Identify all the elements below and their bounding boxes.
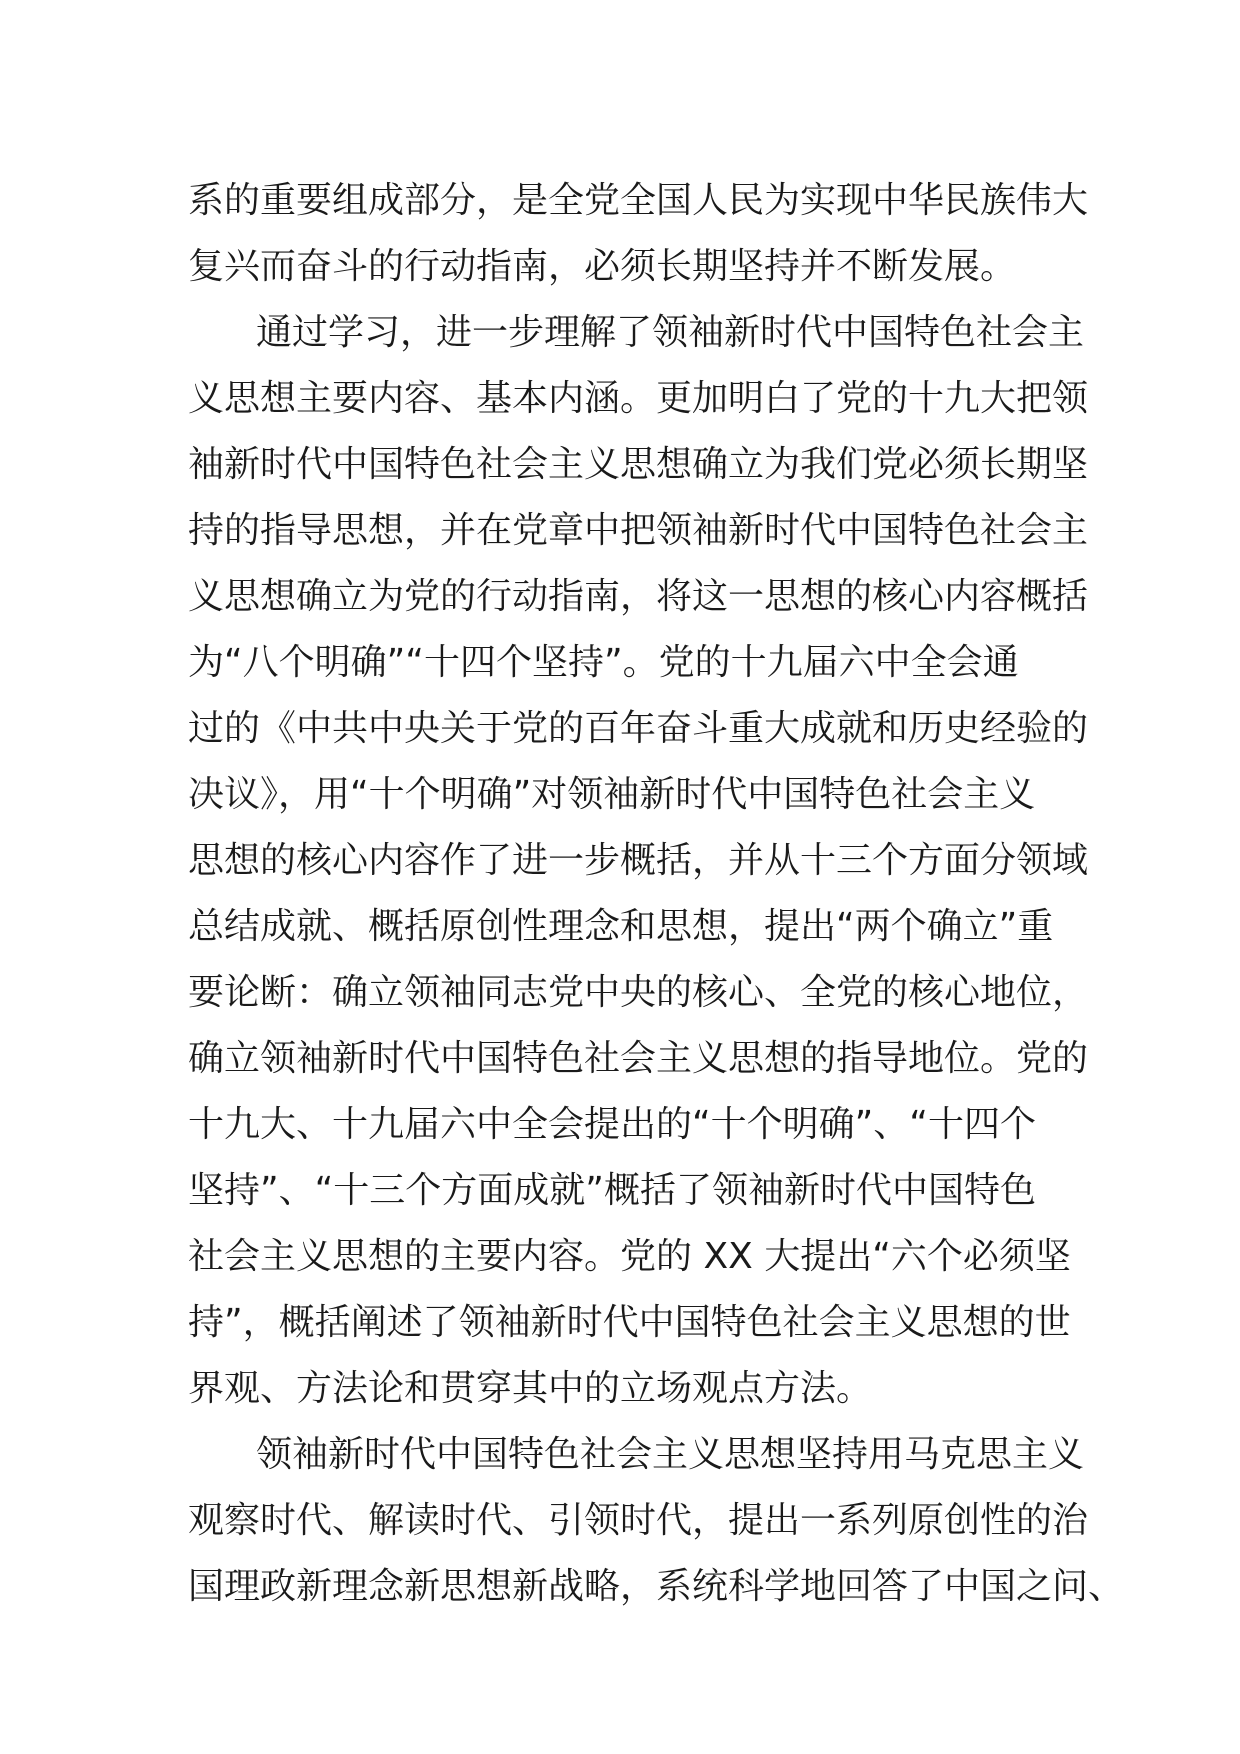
text-line: 持的指导思想，并在党章中把领袖新时代中国特色社会主 (188, 510, 1089, 551)
text-line: 过的《中共中央关于党的百年奋斗重大成就和历史经验的 (188, 708, 1089, 749)
text-line: 社会主义思想的主要内容。党的 XX 大提出“六个必须坚 (188, 1236, 1071, 1277)
paragraph-start-line: 领袖新时代中国特色社会主义思想坚持用马克思主义 (256, 1434, 1085, 1475)
text-line: 系的重要组成部分，是全党全国人民为实现中华民族伟大 (188, 180, 1089, 221)
text-line: 义思想主要内容、基本内涵。更加明白了党的十九大把领 (188, 378, 1089, 419)
text-line: 十九大、十九届六中全会提出的“十个明确”、“十四个 (188, 1104, 1036, 1145)
text-line: 界观、方法论和贯穿其中的立场观点方法。 (188, 1368, 873, 1409)
text-line: 国理政新理念新思想新战略，系统科学地回答了中国之问、 (188, 1566, 1125, 1607)
paragraph-start-line: 通过学习，进一步理解了领袖新时代中国特色社会主 (256, 312, 1085, 353)
text-line: 确立领袖新时代中国特色社会主义思想的指导地位。党的 (188, 1038, 1089, 1079)
text-line: 总结成就、概括原创性理念和思想，提出“两个确立”重 (188, 906, 1054, 947)
text-line: 要论断：确立领袖同志党中央的核心、全党的核心地位， (188, 972, 1089, 1013)
text-line: 思想的核心内容作了进一步概括，并从十三个方面分领域 (188, 840, 1089, 881)
text-line: 义思想确立为党的行动指南，将这一思想的核心内容概括 (188, 576, 1089, 617)
text-line: 观察时代、解读时代、引领时代，提出一系列原创性的治 (188, 1500, 1089, 1541)
text-line: 决议》，用“十个明确”对领袖新时代中国特色社会主义 (188, 774, 1036, 815)
text-line: 持”，概括阐述了领袖新时代中国特色社会主义思想的世 (188, 1302, 1071, 1343)
text-line: 为“八个明确”“十四个坚持”。党的十九届六中全会通 (188, 642, 1019, 683)
text-line: 坚持”、“十三个方面成就”概括了领袖新时代中国特色 (188, 1170, 1036, 1211)
body-text (188, 168, 1125, 1620)
text-line: 袖新时代中国特色社会主义思想确立为我们党必须长期坚 (188, 444, 1089, 485)
text-line: 复兴而奋斗的行动指南，必须长期坚持并不断发展。 (188, 246, 1017, 287)
